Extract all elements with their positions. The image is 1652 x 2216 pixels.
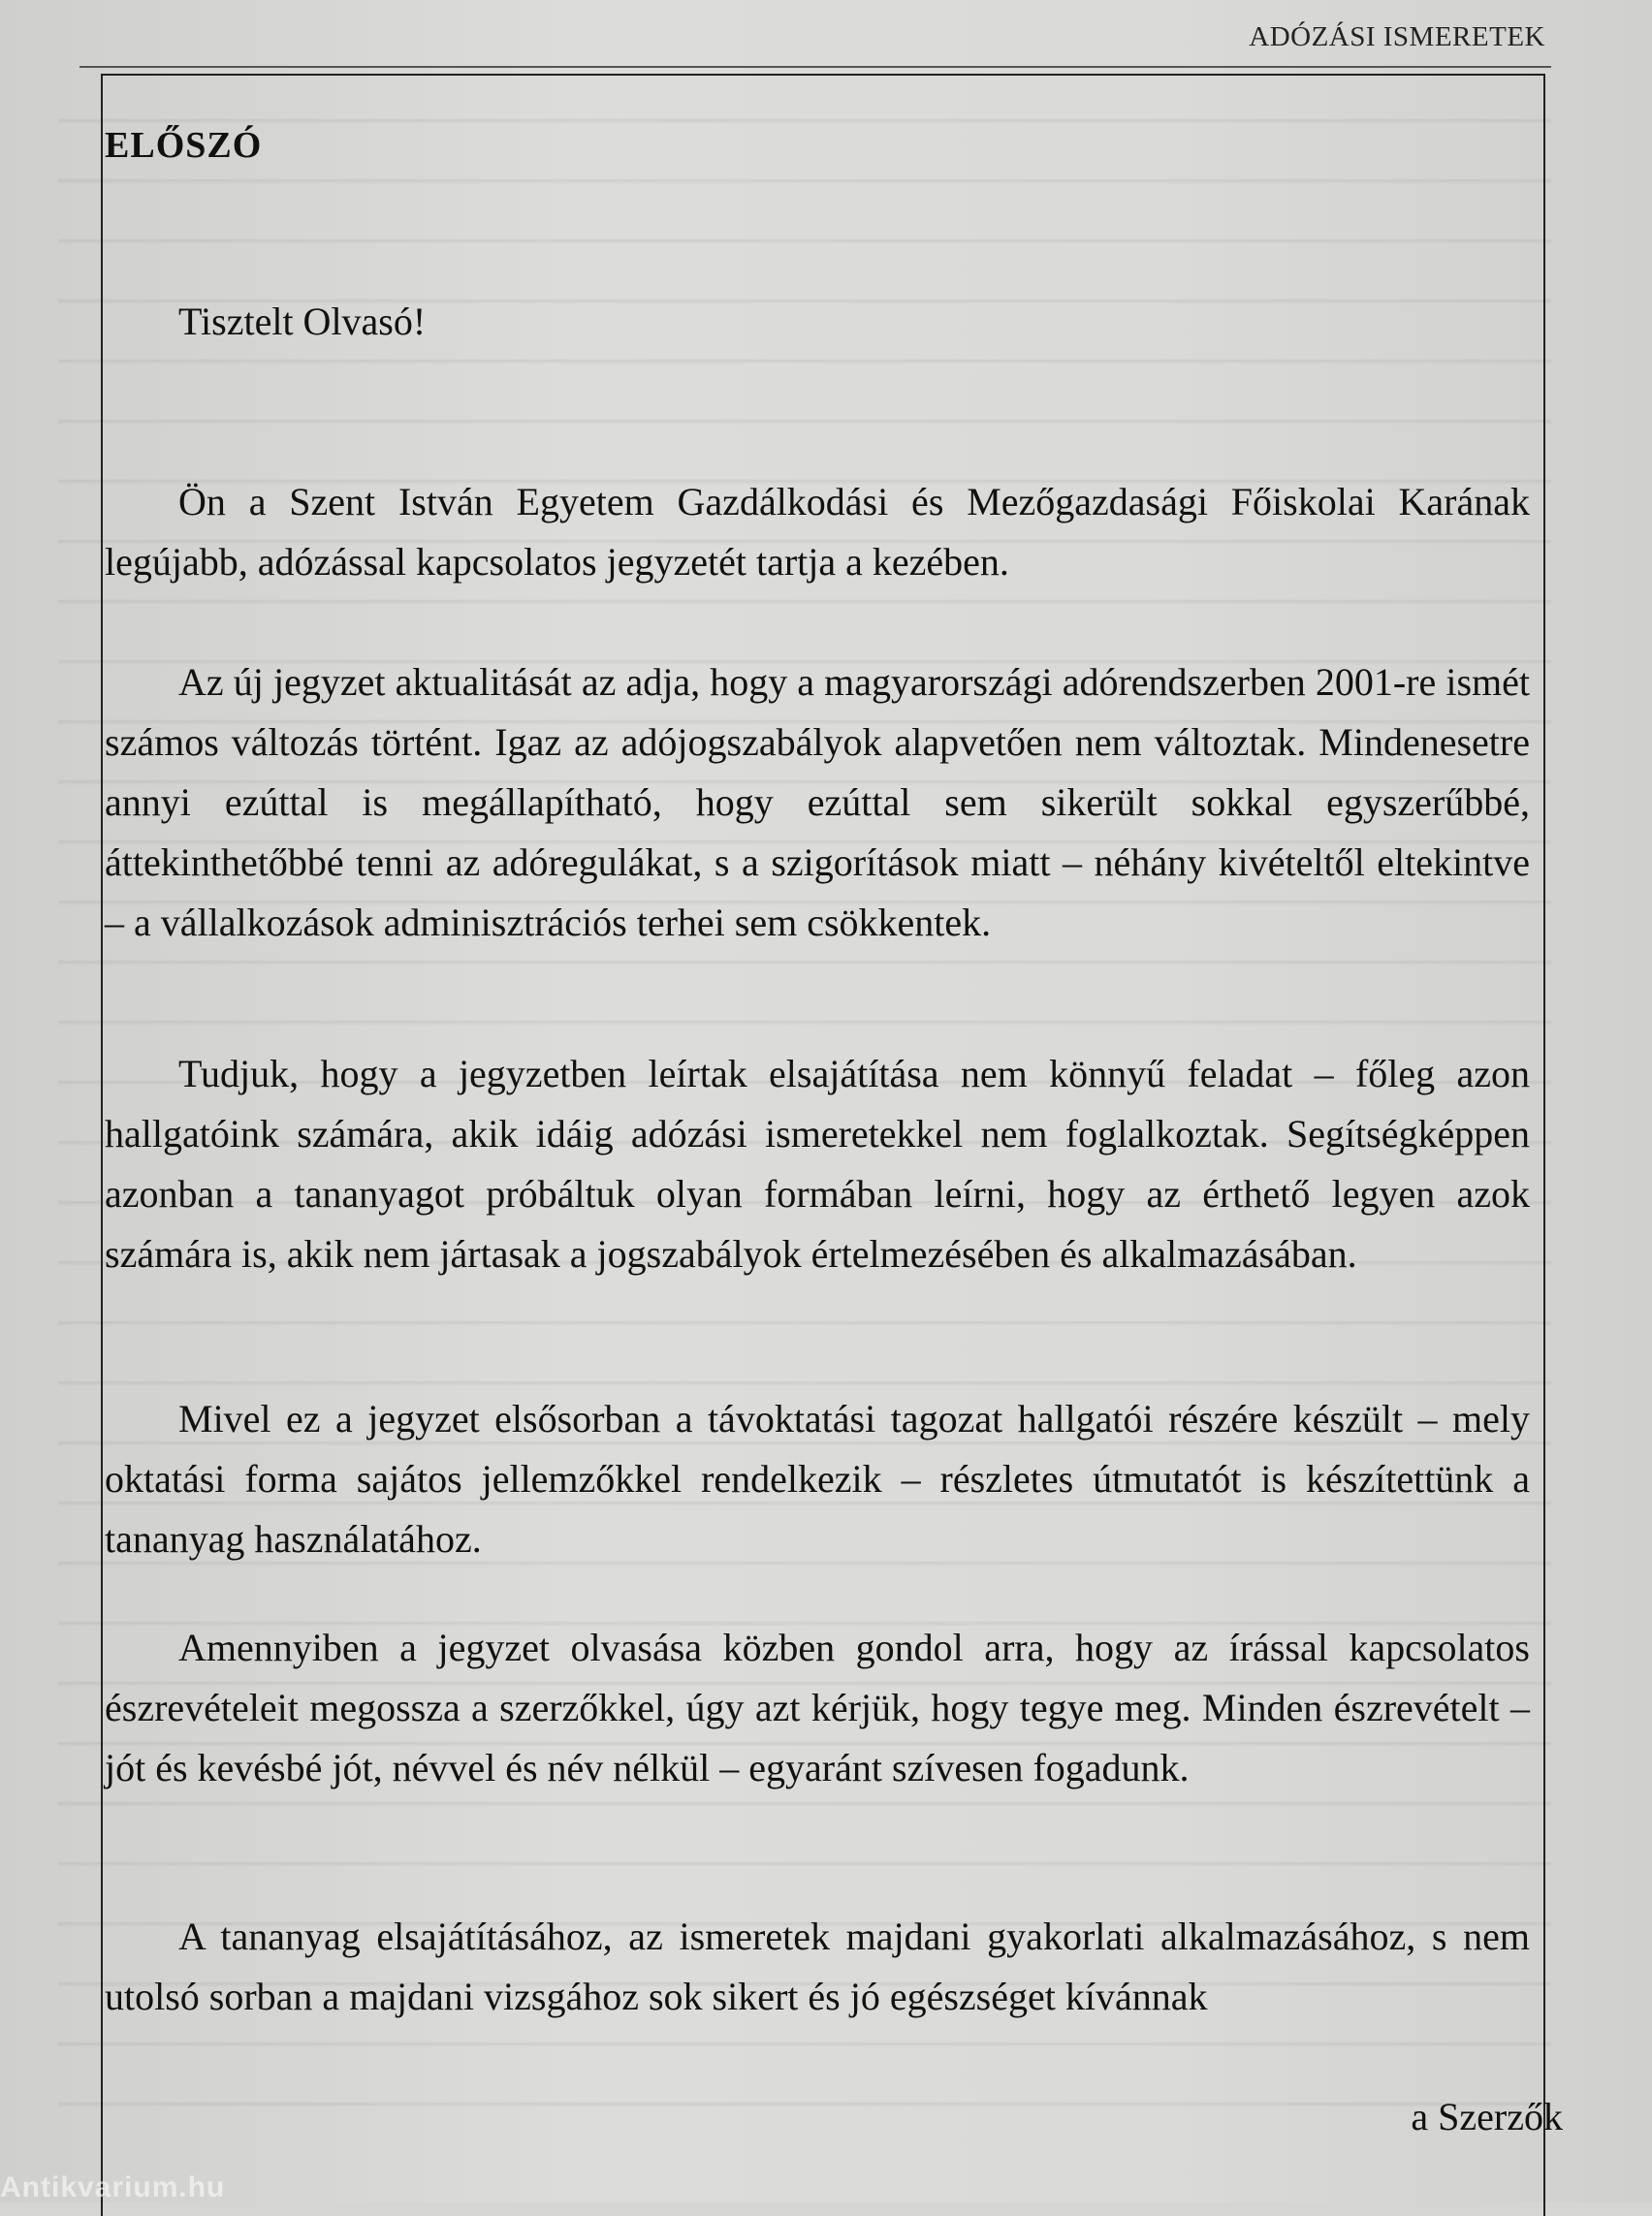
header-rule bbox=[79, 66, 1551, 68]
page-title: ELŐSZÓ bbox=[105, 125, 263, 166]
paragraph-3: Tudjuk, hogy a jegyzetben leírtak elsajátítása nem könnyű feladat – főleg azon hallgatóink számára, akik idáig adózási ismeretekkel nem foglalkoztak. Segítségképpen azonban a tananyagot próbáltuk olyan formában leírni, hogy az érthető legyen azok számára is, akik nem jártasak a jogszabályok értelmezésében és alkalmazásában. bbox=[105, 1052, 1530, 1276]
running-head: ADÓZÁSI ISMERETEK bbox=[1249, 21, 1545, 52]
salutation: Tisztelt Olvasó! bbox=[178, 300, 427, 343]
signature: a Szerzők bbox=[1411, 2095, 1563, 2138]
watermark: Antikvarium.hu bbox=[0, 2171, 226, 2203]
paragraph-4: Mivel ez a jegyzet elsősorban a távoktatási tagozat hallgatói részére készült – mely oktatási forma sajátos jellemzőkkel rendelkezik – részletes útmutatót is készítettünk a tananyag használatához. bbox=[105, 1397, 1530, 1561]
paragraph-2: Az új jegyzet aktualitását az adja, hogy a magyarországi adórendszerben 2001-re ismét számos változás történt. Igaz az adójogszabályok alapvetően nem változtak. Mindenesetre annyi ezúttal is megállapítható, hogy ezúttal sem sikerült sokkal egyszerűbbé, áttekinthetőbbé tenni az adóregulákat, s a szigorítások miatt – néhány kivételtől eltekintve – a vállalkozások adminisztrációs terhei sem csökkentek. bbox=[105, 660, 1530, 944]
paragraph-6: A tananyag elsajátításához, az ismeretek majdani gyakorlati alkalmazásához, s nem utolsó sorban a majdani vizsgához sok sikert és jó egészséget kívánnak bbox=[105, 1915, 1530, 2018]
paragraph-1: Ön a Szent István Egyetem Gazdálkodási és Mezőgazdasági Főiskolai Karának legújabb, adózással kapcsolatos jegyzetét tartja a kezében. bbox=[105, 480, 1530, 584]
paragraph-5: Amennyiben a jegyzet olvasása közben gondol arra, hogy az írással kapcsolatos észrevételeit megossza a szerzőkkel, úgy azt kérjük, hogy tegye meg. Minden észrevételt – jót és kevésbé jót, névvel és név nélkül – egyaránt szívesen fogadunk. bbox=[105, 1626, 1530, 1789]
